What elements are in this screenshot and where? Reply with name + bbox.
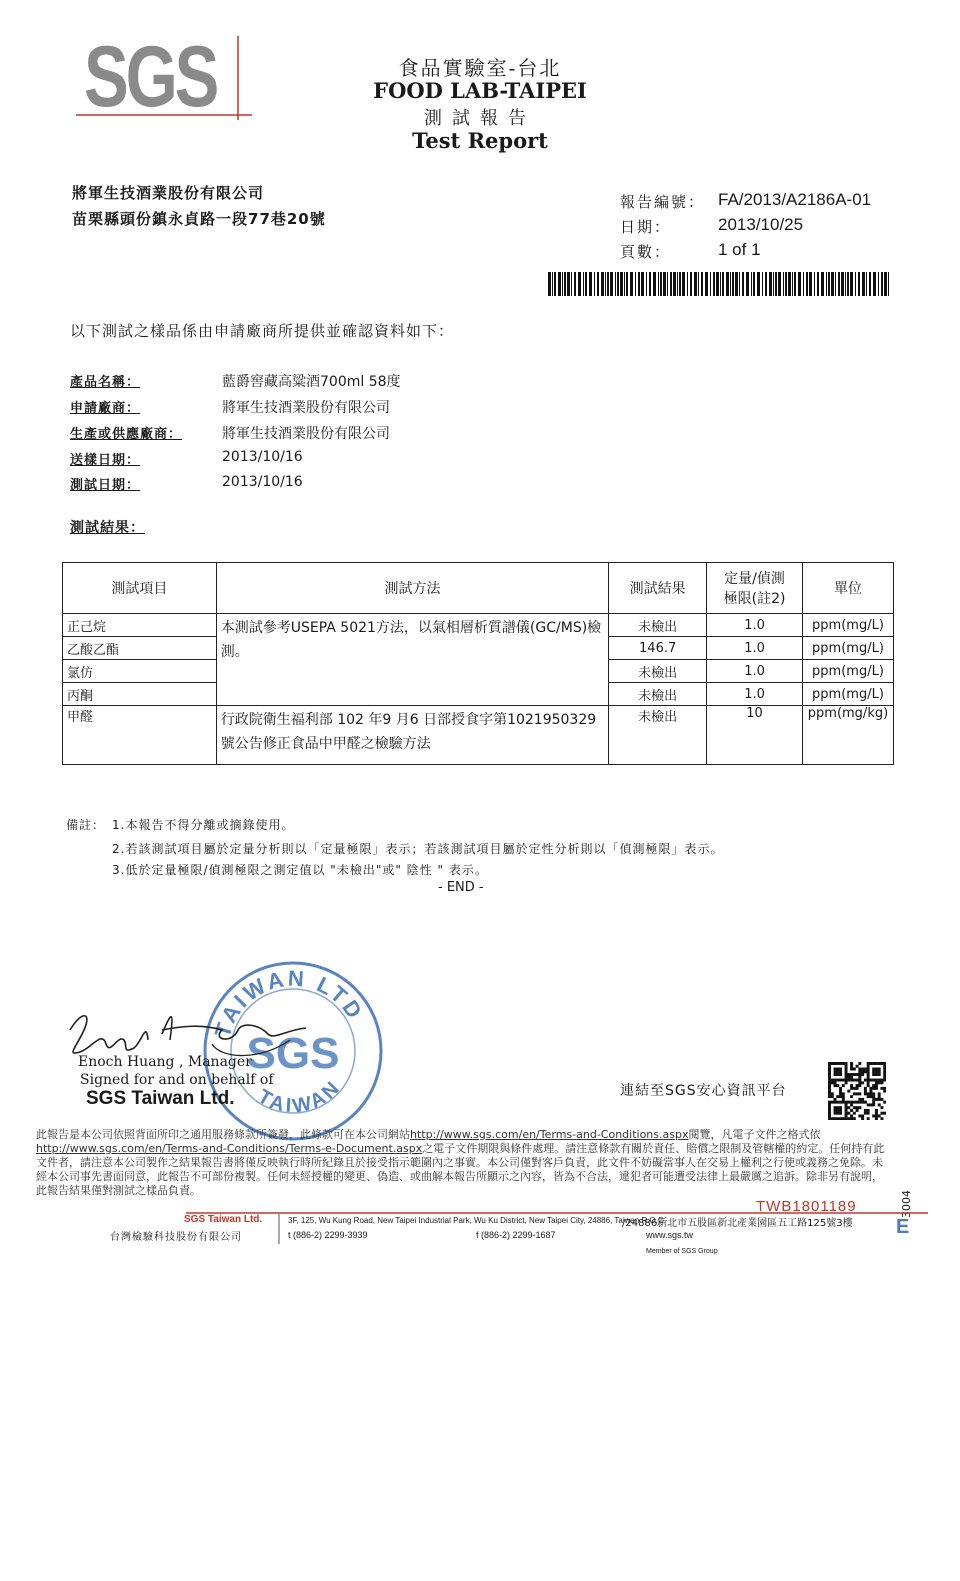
report-number: FA/2013/A2186A-01 bbox=[718, 190, 872, 209]
row-item: 氯仿 bbox=[63, 660, 217, 683]
header-item: 測試項目 bbox=[63, 563, 217, 614]
row-item: 甲醛 bbox=[63, 706, 217, 765]
info-value-manufacturer: 將軍生技酒業股份有限公司 bbox=[222, 426, 390, 442]
report-pages: 1 of 1 bbox=[718, 240, 761, 259]
row-method: 本測試參考USEPA 5021方法，以氣相層析質譜儀(GC/MS)檢測。 bbox=[216, 614, 608, 706]
results-heading: 測試結果： bbox=[70, 520, 145, 536]
footer-address-en: 3F, 125, Wu Kung Road, New Taipei Industrial Park, Wu Ku District, New Taipei City, 24886, Taiwan R.O.C. bbox=[288, 1216, 666, 1225]
note-item: 2.若該測試項目屬於定量分析則以「定量極限」表示；若該測試項目屬於定性分析則以「偵測極限」表示。 bbox=[112, 842, 724, 856]
results-table bbox=[62, 562, 894, 765]
intro-text: 以下測試之樣品係由申請廠商所提供並確認資料如下： bbox=[70, 322, 455, 340]
lab-title-en: FOOD LAB-TAIPEI bbox=[373, 78, 587, 103]
disclaimer-part2: 閱覽，凡電子文件之格式依 bbox=[688, 1128, 821, 1141]
footer-website[interactable]: www.sgs.tw bbox=[646, 1230, 694, 1240]
footer-company-en: SGS Taiwan Ltd. bbox=[184, 1214, 263, 1225]
client-name: 將軍生技酒業股份有限公司 bbox=[72, 184, 265, 202]
footer-vertical-divider bbox=[278, 1214, 280, 1244]
stamp-bottom-text: TAIWAN bbox=[253, 1075, 346, 1118]
info-value-product: 藍爵窖藏高粱酒700ml 58度 bbox=[222, 374, 401, 390]
table-row bbox=[63, 706, 894, 765]
row-unit: ppm(mg/kg) bbox=[802, 706, 893, 765]
row-result: 146.7 bbox=[609, 637, 707, 660]
document-serial: TWB1801189 bbox=[756, 1198, 857, 1215]
report-title-en: Test Report bbox=[412, 128, 548, 153]
row-limit: 1.0 bbox=[707, 614, 803, 637]
row-item: 正己烷 bbox=[63, 614, 217, 637]
info-label-product: 產品名稱： bbox=[70, 375, 141, 390]
report-date: 2013/10/25 bbox=[718, 215, 804, 234]
terms-link[interactable]: http://www.sgs.com/en/Terms-and-Conditions.aspx bbox=[410, 1128, 689, 1141]
row-result: 未檢出 bbox=[609, 660, 707, 683]
signer-name: Enoch Huang , Manager bbox=[78, 1054, 252, 1070]
qr-code-icon[interactable] bbox=[828, 1062, 886, 1120]
lab-title-zh: 食品實驗室-台北 bbox=[398, 56, 562, 80]
info-value-sample-date: 2013/10/16 bbox=[222, 449, 303, 465]
barcode bbox=[548, 272, 890, 296]
row-result: 未檢出 bbox=[609, 683, 707, 706]
end-marker: - END - bbox=[438, 880, 484, 895]
disclaimer-part3: 之電子文件期限與條件處理。請注意條款有關於責任、賠償之限制及管轄權的約定。任何持有此文件者，請注意本公司製作之結果報告書將僅反映執行時所紀錄且於接受指示範圍內之事實。本公司僅對客戶負責，此文件不妨礙當事人在交易上權利之行使或義務之免除。未經本公司事先書面同意，此報告不可部份複製。任何未經授權的變更、偽造、或曲解本報告所顯示之內容，皆為不合法，違犯者可能遭受法律上最嚴厲之追訴。除非另有說明，此報告結果僅對測試之樣品負責。 bbox=[36, 1142, 885, 1197]
row-result: 未檢出 bbox=[609, 706, 707, 765]
footer-company-zh: 台灣檢驗科技股份有限公司 bbox=[110, 1232, 242, 1243]
row-limit: 10 bbox=[707, 706, 803, 765]
info-label-applicant: 申請廠商： bbox=[70, 401, 141, 416]
row-item: 乙酸乙酯 bbox=[63, 637, 217, 660]
footer-phone: t (886-2) 2299-3939 bbox=[288, 1230, 368, 1240]
signing-company: SGS Taiwan Ltd. bbox=[86, 1088, 235, 1109]
info-value-test-date: 2013/10/16 bbox=[222, 474, 303, 490]
footer-fax: f (886-2) 2299-1687 bbox=[476, 1230, 556, 1240]
logo-vertical-line bbox=[236, 36, 240, 120]
report-date-label: 日期： bbox=[620, 218, 672, 236]
row-unit: ppm(mg/L) bbox=[802, 683, 893, 706]
sgs-logo: SGS bbox=[84, 29, 217, 125]
info-value-applicant: 將軍生技酒業股份有限公司 bbox=[222, 400, 390, 416]
note-item: 3.低於定量極限/偵測極限之測定值以 "未檢出"或" 陰性 " 表示。 bbox=[112, 863, 488, 877]
stamp-logo: SGS bbox=[246, 1029, 340, 1078]
member-of-sgs: Member of SGS Group bbox=[646, 1248, 718, 1255]
row-item: 丙酮 bbox=[63, 683, 217, 706]
qr-caption: 連結至SGS安心資訊平台 bbox=[620, 1083, 787, 1099]
info-label-manufacturer: 生產或供應廠商： bbox=[70, 427, 183, 442]
side-number: 3004 bbox=[900, 1190, 913, 1218]
report-title-zh: 測試報告 bbox=[424, 108, 536, 129]
table-row bbox=[63, 614, 894, 637]
header-result: 測試結果 bbox=[609, 563, 707, 614]
signed-on-behalf: Signed for and on behalf of bbox=[80, 1072, 274, 1088]
table-header-row bbox=[63, 563, 894, 614]
row-unit: ppm(mg/L) bbox=[802, 637, 893, 660]
row-unit: ppm(mg/L) bbox=[802, 660, 893, 683]
row-unit: ppm(mg/L) bbox=[802, 614, 893, 637]
row-result: 未檢出 bbox=[609, 614, 707, 637]
row-method: 行政院衛生福利部 102 年9 月6 日部授食字第1021950329 號公告修正食品中甲醛之檢驗方法 bbox=[216, 706, 608, 765]
row-limit: 1.0 bbox=[707, 683, 803, 706]
row-limit: 1.0 bbox=[707, 660, 803, 683]
stamp-top-text: TAIWAN LTD bbox=[209, 965, 369, 1041]
row-limit: 1.0 bbox=[707, 637, 803, 660]
header-limit-line2: 極限(註2) bbox=[723, 591, 786, 607]
info-label-test-date: 測試日期： bbox=[70, 478, 141, 493]
disclaimer-part1: 此報告是本公司依照背面所印之通用服務條款所簽發，此條款可在本公司網站 bbox=[36, 1128, 410, 1141]
report-pages-label: 頁數： bbox=[620, 243, 672, 261]
client-address: 苗栗縣頭份鎮永貞路一段77巷20號 bbox=[72, 210, 326, 228]
terms-e-document-link[interactable]: http://www.sgs.com/en/Terms-and-Conditions/Terms-e-Document.aspx bbox=[36, 1142, 423, 1155]
footer-address-zh: /24886新北市五股區新北產業園區五工路125號3樓 bbox=[622, 1218, 853, 1229]
report-number-label: 報告編號： bbox=[620, 193, 706, 211]
disclaimer bbox=[36, 1128, 886, 1198]
header-unit: 單位 bbox=[802, 563, 893, 614]
logo-underline bbox=[76, 112, 252, 118]
header-limit-line1: 定量/偵測 bbox=[724, 571, 785, 587]
note-item: 1.本報告不得分離或摘錄使用。 bbox=[112, 818, 295, 832]
header-limit bbox=[707, 563, 803, 614]
notes-prefix: 備註： bbox=[66, 818, 106, 832]
header-method: 測試方法 bbox=[216, 563, 608, 614]
e-document-icon: E bbox=[896, 1216, 910, 1238]
info-label-sample-date: 送樣日期： bbox=[70, 453, 141, 468]
